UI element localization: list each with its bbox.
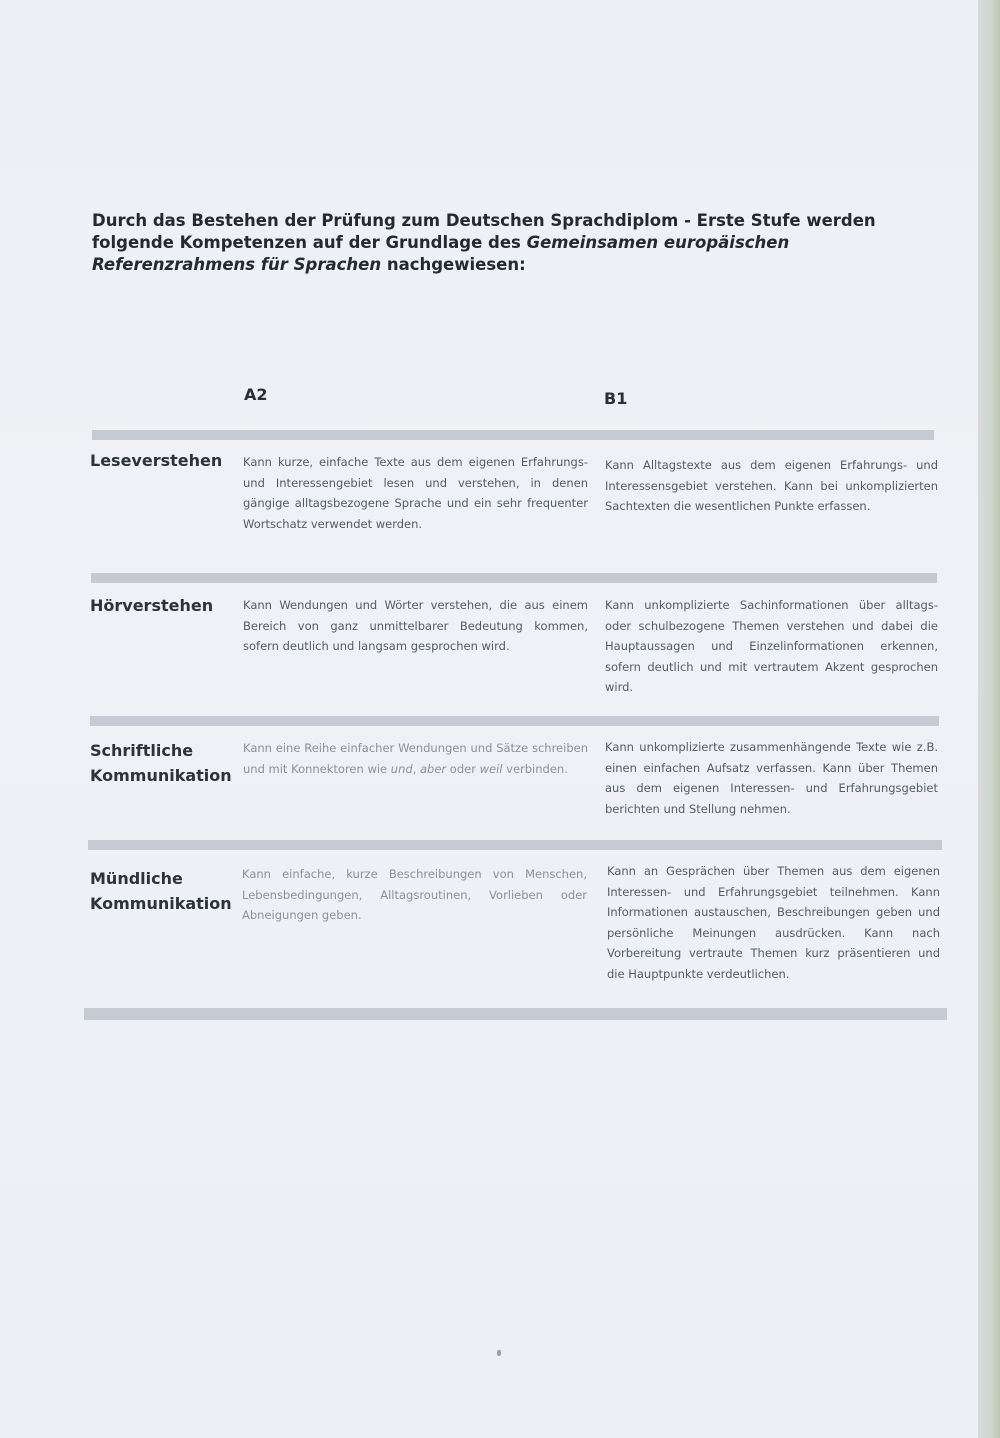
row-label-line: Kommunikation bbox=[90, 894, 232, 913]
intro-text-part1: Durch das Bestehen der Prüfung zum Deutschen Sprachdiplom - Erste Stufe werden folgende Kompetenzen auf der Grundlage des bbox=[92, 211, 876, 252]
cell-a2-schriftliche-kommunikation bbox=[243, 738, 588, 779]
row-label-muendliche-kommunikation bbox=[90, 866, 240, 916]
intro-emphasis: Gemeinsamen europäischen Referenzrahmens für Sprachen bbox=[92, 233, 790, 274]
cell-b1-schriftliche-kommunikation: Kann unkomplizierte zusammenhängende Texte wie z.B. einen einfachen Aufsatz verfassen. Kann über Themen aus dem eigenen Interessen- und Erfahrungsgebiet berichten und Stellung nehmen. bbox=[605, 740, 938, 816]
cell-text: Kann eine Reihe einfacher Wendungen und Sätze schreiben und mit Konnektoren wie bbox=[243, 741, 588, 776]
column-header-a2: A2 bbox=[244, 385, 268, 404]
page-edge bbox=[978, 0, 1000, 1438]
intro-paragraph bbox=[92, 210, 912, 276]
cell-text: , bbox=[412, 761, 420, 776]
page-mark bbox=[497, 1350, 501, 1356]
cell-a2-muendliche-kommunikation: Kann einfache, kurze Beschreibungen von Menschen, Lebensbedingungen, Alltagsroutinen, Vorlieben oder Abneigungen geben. bbox=[242, 867, 587, 922]
row-label-line: Kommunikation bbox=[90, 766, 232, 785]
cell-a2-leseverstehen: Kann kurze, einfache Texte aus dem eigenen Erfahrungs- und Interessengebiet lesen und verstehen, in denen gängige alltagsbezogene Sprache und ein sehr frequenter Wortschatz verwendet werden. bbox=[243, 455, 588, 531]
intro-text-part2: nachgewiesen: bbox=[381, 255, 526, 274]
cell-b1-hoerverstehen: Kann unkomplizierte Sachinformationen über alltags- oder schulbezogene Themen verstehen und dabei die Hauptaussagen und Einzelinformationen erkennen, sofern deutlich und mit vertrautem Akzent gesprochen wird. bbox=[605, 598, 938, 694]
column-header-b1: B1 bbox=[604, 389, 628, 408]
cell-text: verbinden. bbox=[502, 761, 568, 776]
cell-text: oder bbox=[446, 761, 480, 776]
row-label-line: Mündliche bbox=[90, 869, 183, 888]
cell-text-italic: weil bbox=[479, 761, 503, 776]
cell-text-italic: aber bbox=[420, 761, 447, 776]
row-label-leseverstehen: Leseverstehen bbox=[90, 451, 223, 470]
cell-text-italic: und bbox=[390, 761, 413, 776]
row-label-line: Schriftliche bbox=[90, 741, 194, 760]
row-label-schriftliche-kommunikation bbox=[90, 738, 240, 788]
cell-b1-leseverstehen: Kann Alltagstexte aus dem eigenen Erfahrungs- und Interessensgebiet verstehen. Kann bei unkomplizierten Sachtexten die wesentlichen Punkte erfassen. bbox=[605, 458, 938, 513]
row-divider bbox=[91, 573, 937, 583]
row-divider bbox=[92, 430, 934, 440]
cell-a2-hoerverstehen: Kann Wendungen und Wörter verstehen, die aus einem Bereich von ganz unmittelbarer Bedeutung kommen, sofern deutlich und langsam gesprochen wird. bbox=[243, 598, 588, 653]
table-bottom-rule bbox=[84, 1008, 947, 1020]
cell-b1-muendliche-kommunikation: Kann an Gesprächen über Themen aus dem eigenen Interessen- und Erfahrungsgebiet teilnehmen. Kann Informationen austauschen, Beschreibungen geben und persönliche Meinungen ausdrücken. Kann nach Vorbereitung vertraute Themen kurz präsentieren und die Hauptpunkte verdeutlichen. bbox=[607, 864, 940, 981]
row-divider bbox=[88, 840, 942, 850]
row-divider bbox=[90, 716, 939, 726]
row-label-hoerverstehen: Hörverstehen bbox=[90, 596, 214, 615]
